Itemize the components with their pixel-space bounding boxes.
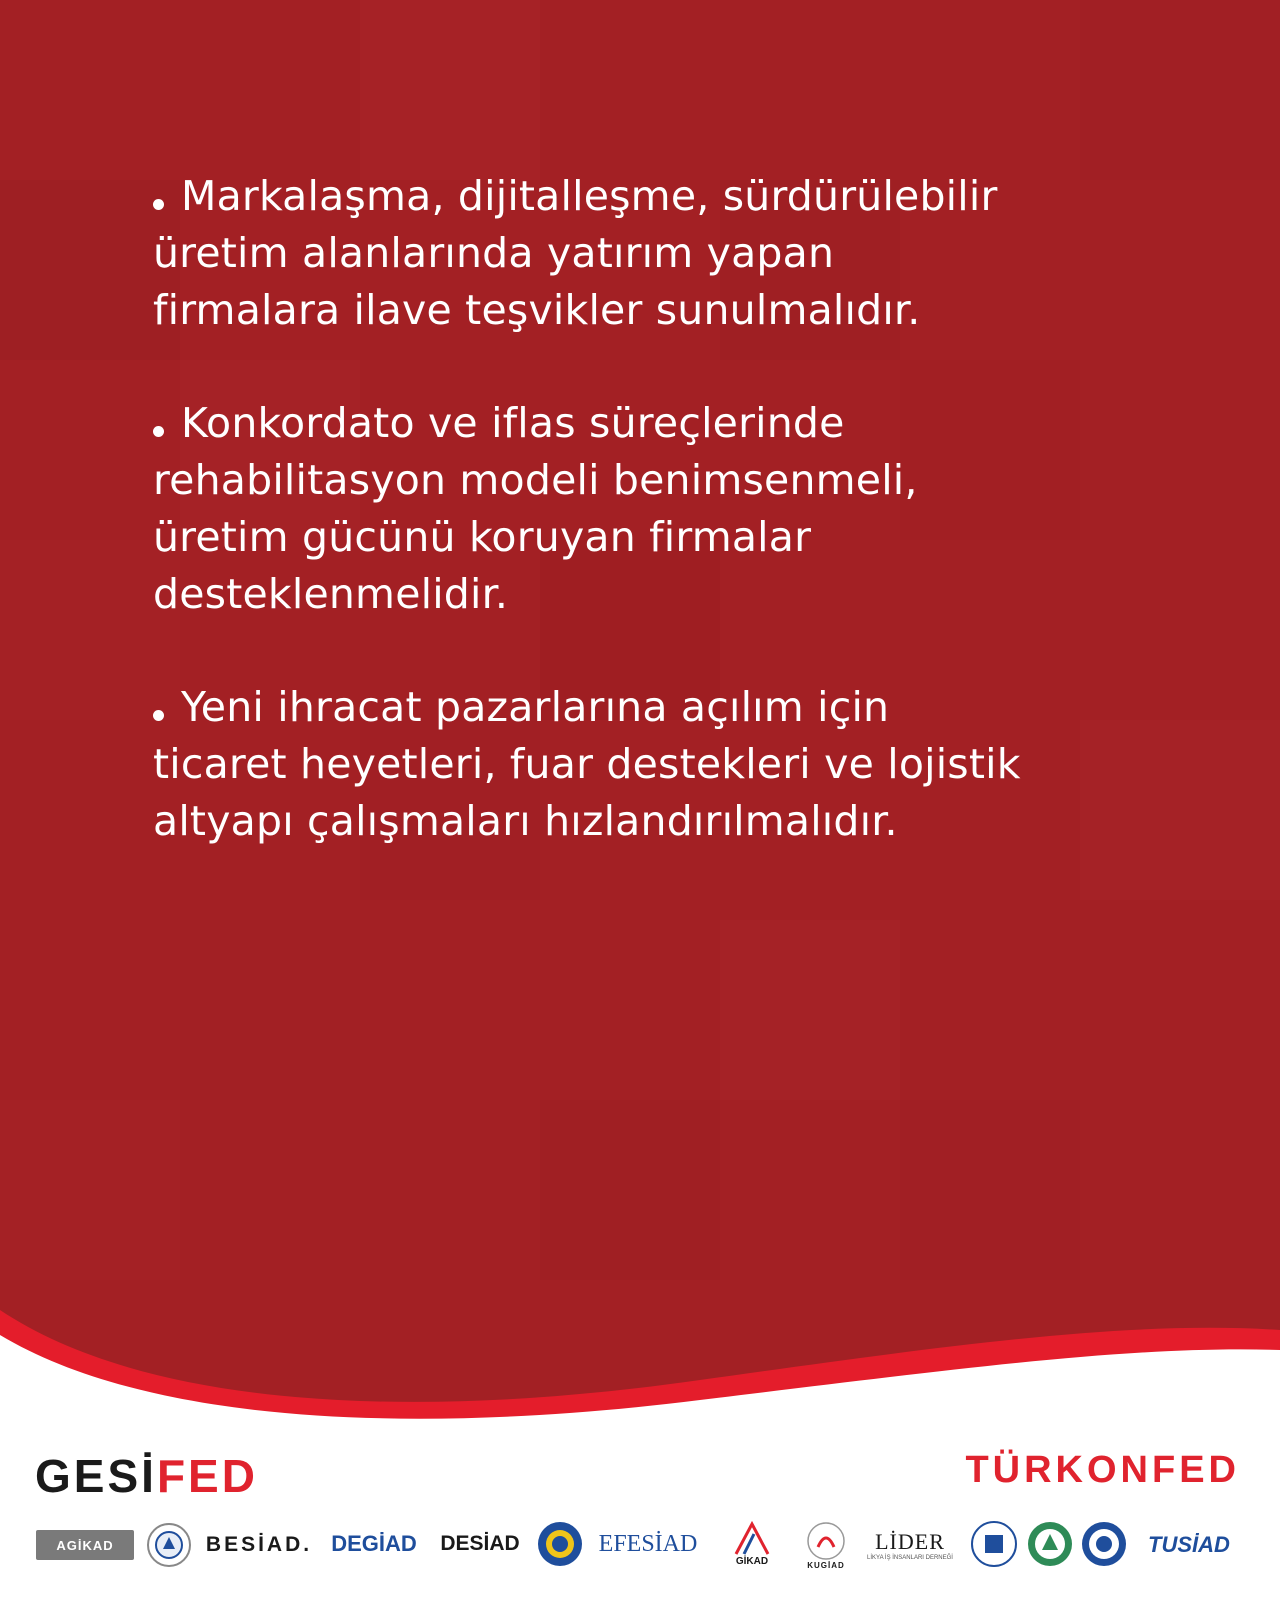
- association-seal-icon: [146, 1522, 192, 1568]
- list-item: [153, 168, 1153, 339]
- turkonfed-logo: TÜRKONFED: [965, 1449, 1240, 1491]
- list-item: [153, 679, 1153, 850]
- agikad-logo: AGİKAD: [36, 1530, 134, 1560]
- kugiad-logo: KUGİAD: [798, 1514, 854, 1576]
- efesiad-logo: EFESİAD: [598, 1530, 698, 1557]
- tusiad-logo: TUSİAD: [1148, 1532, 1230, 1557]
- lider-logo: LİDER LİKYA İŞ İNSANLARI DERNEĞİ: [867, 1528, 953, 1561]
- bullet-icon: [153, 710, 164, 721]
- blue-seal-icon: [1080, 1520, 1128, 1568]
- bullet-list: [153, 168, 1153, 906]
- gesifed-logo: GESİFED: [35, 1450, 258, 1502]
- degiad-logo: DEGİAD: [331, 1531, 417, 1556]
- bullet-text: Yeni ihracat pazarlarına açılım için ticaret heyetleri, fuar destekleri ve lojistik altyapı çalışmaları hızlandırılmalıdır.: [153, 683, 1021, 845]
- besiad-logo: BESİAD.: [205, 1533, 313, 1556]
- bullet-icon: [153, 426, 164, 437]
- gikad-logo: GİKAD: [712, 1512, 792, 1574]
- bullet-icon: [153, 199, 164, 210]
- member-logos: [32, 1510, 1252, 1582]
- desiad-logo: DESİAD: [440, 1532, 520, 1555]
- circle-emblem-icon: [536, 1520, 584, 1568]
- bullet-text: Konkordato ve iflas süreçlerinde rehabilitasyon modeli benimsenmeli, üretim gücünü koruyan firmalar desteklenmelidir.: [153, 399, 918, 618]
- bullet-text: Markalaşma, dijitalleşme, sürdürülebilir üretim alanlarında yatırım yapan firmalara ilave teşvikler sunulmalıdır.: [153, 172, 998, 334]
- green-seal-icon: [1026, 1520, 1074, 1568]
- seal-emblem-icon: [970, 1520, 1018, 1568]
- list-item: [153, 395, 1153, 623]
